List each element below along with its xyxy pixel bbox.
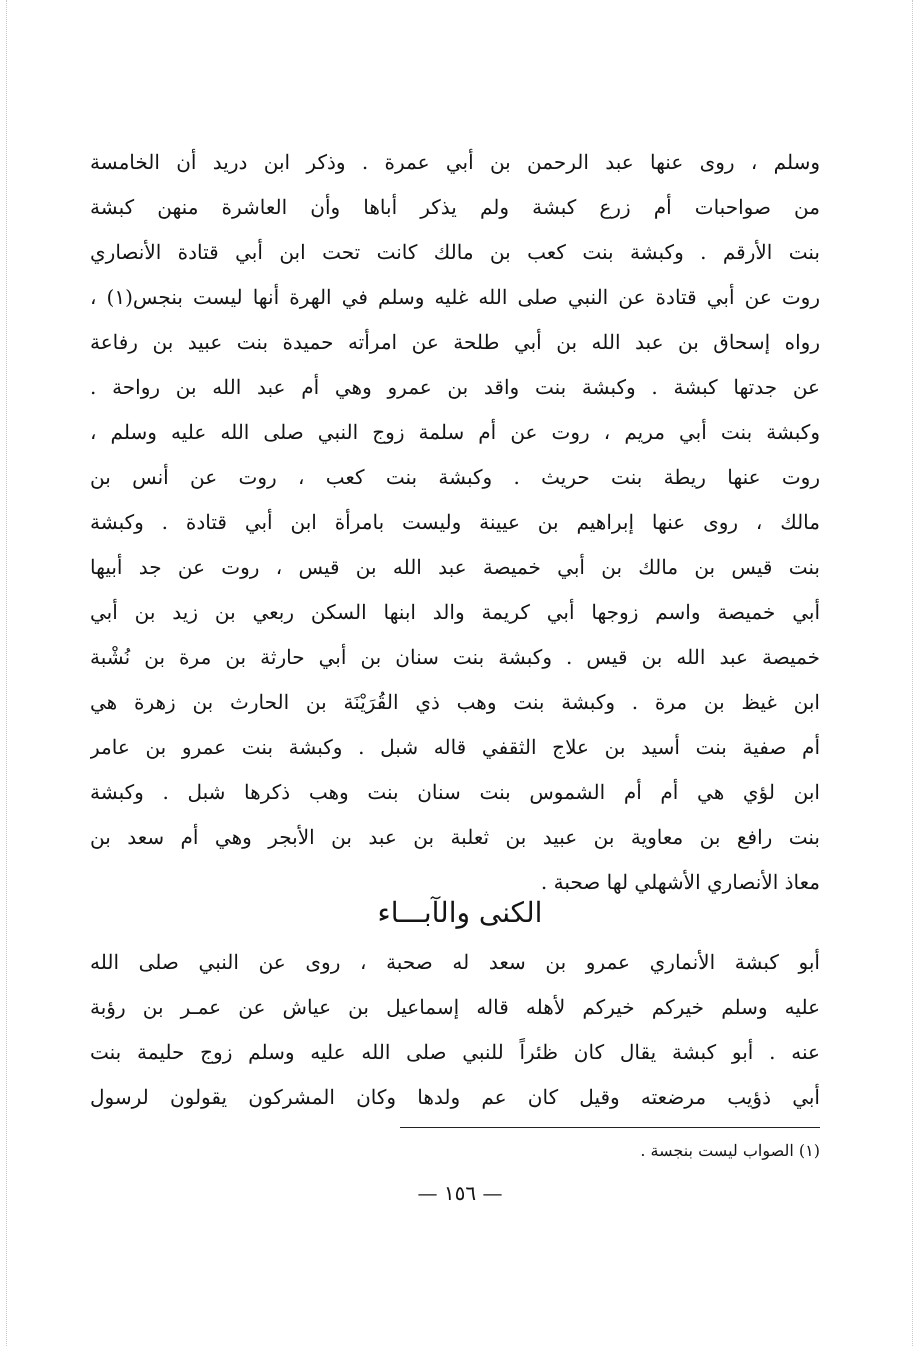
page-number: — ١٥٦ — xyxy=(417,1181,503,1205)
text-line: من صواحبات أم زرع كبشة ولم يذكر أباها وأن العاشرة منهن كبشة xyxy=(90,195,820,219)
text-line: وسلم ، روى عنها عبد الرحمن بن أبي عمرة . وذكر ابن دريد أن الخامسة xyxy=(90,150,820,174)
text-line: أبي خميصة واسم زوجها أبي كريمة والد ابنها السكن ربعي بن زيد بن أبي xyxy=(90,600,820,624)
footnote: (١) الصواب ليست بنجسة . xyxy=(640,1141,820,1160)
text-line: أبو كبشة الأنماري عمرو بن سعد له صحبة ، روى عن النبي صلى الله xyxy=(90,950,820,974)
text-line: أم صفية بنت أسيد بن علاج الثقفي قاله شبل . وكبشة بنت عمرو بن عامر xyxy=(90,735,820,759)
scan-edge-left xyxy=(6,0,7,1346)
text-line: عليه وسلم خيركم خيركم لأهله قاله إسماعيل بن عياش عن عمـر بن رؤبة xyxy=(90,995,820,1019)
main-text-block xyxy=(90,140,820,905)
footnote-divider xyxy=(400,1127,820,1128)
text-line: ابن غيظ بن مرة . وكبشة بنت وهب ذي القُرَيْنَة بن الحارث بن زهرة هي xyxy=(90,690,820,714)
text-line: روت عن أبي قتادة عن النبي صلى الله غليه وسلم في الهرة أنها ليست بنجس(١) ، xyxy=(90,285,820,309)
section-heading: الكنى والآبـــاء xyxy=(377,896,543,929)
text-line: روت عنها ريطة بنت حريث . وكبشة بنت كعب ، روت عن أنس بن xyxy=(90,465,820,489)
scan-edge-right xyxy=(912,0,913,1346)
text-line: عن جدتها كبشة . وكبشة بنت واقد بن عمرو وهي أم عبد الله بن رواحة . xyxy=(90,375,820,399)
text-line: مالك ، روى عنها إبراهيم بن عيينة وليست بامرأة ابن أبي قتادة . وكبشة xyxy=(90,510,820,534)
text-line: وكبشة بنت أبي مريم ، روت عن أم سلمة زوج النبي صلى الله عليه وسلم ، xyxy=(90,420,820,444)
text-line: خميصة عبد الله بن قيس . وكبشة بنت سنان بن أبي حارثة بن مرة بن نُشْبة xyxy=(90,645,820,669)
text-line: ابن لؤي هي أم أم الشموس بنت سنان بنت وهب ذكرها شبل . وكبشة xyxy=(90,780,820,804)
text-line: بنت الأرقم . وكبشة بنت كعب بن مالك كانت تحت ابن أبي قتادة الأنصاري xyxy=(90,240,820,264)
text-line: عنه . أبو كبشة يقال كان ظئراً للنبي صلى الله عليه وسلم زوج حليمة بنت xyxy=(90,1040,820,1064)
text-line: معاذ الأنصاري الأشهلي لها صحبة . xyxy=(540,870,820,894)
section-text-block xyxy=(90,940,820,1120)
text-line: بنت قيس بن مالك بن أبي خميصة عبد الله بن قيس ، روت عن جد أبيها xyxy=(90,555,820,579)
text-line: رواه إسحاق بن عبد الله بن أبي طلحة عن امرأته حميدة بنت عبيد بن رفاعة xyxy=(90,330,820,354)
text-line: أبي ذؤيب مرضعته وقيل كان عم ولدها وكان المشركون يقولون لرسول xyxy=(90,1085,820,1109)
text-line: بنت رافع بن معاوية بن عبيد بن ثعلبة بن عبد بن الأبجر وهي أم سعد بن xyxy=(90,825,820,849)
